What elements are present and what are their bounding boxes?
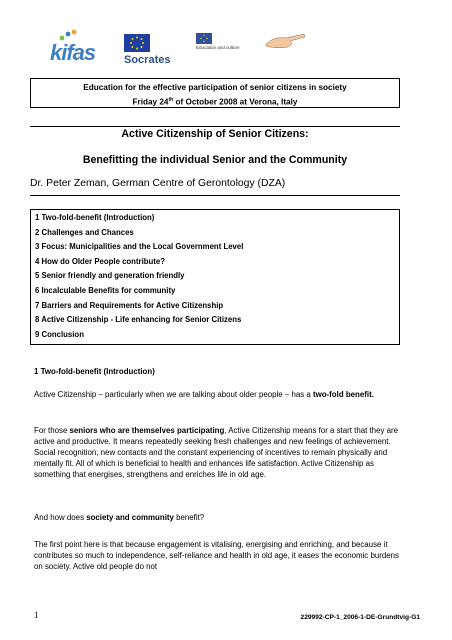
document-subtitle: Benefitting the individual Senior and the Community — [82, 154, 348, 166]
project-code: 229992-CP-1_2006-1-DE-Grundtvig-G1 — [300, 614, 420, 621]
event-header-box — [30, 78, 400, 108]
toc-item[interactable]: 8 Active Citizenship - Life enhancing for Senior Citizens — [35, 315, 242, 325]
page-number: 1 — [34, 610, 39, 620]
socrates-logo: Socrates — [124, 54, 171, 66]
toc-item[interactable]: 4 How do Older People contribute? — [35, 256, 165, 266]
section-heading: 1 Two-fold-benefit (Introduction) — [34, 367, 155, 376]
toc-item[interactable]: 9 Conclusion — [35, 329, 84, 339]
author-line: Dr. Peter Zeman, German Centre of Gerontology (DZA) — [30, 178, 286, 189]
pointing-hand-icon — [264, 30, 308, 50]
toc-item[interactable]: 7 Barriers and Requirements for Active Citizenship — [35, 300, 224, 310]
toc-item[interactable]: 2 Challenges and Chances — [35, 227, 134, 237]
toc-item[interactable]: 3 Focus: Municipalities and the Local Government Level — [35, 242, 244, 252]
toc-item[interactable]: 6 Incalculable Benefits for community — [35, 285, 176, 295]
event-date: Friday 24th of October 2008 at Verona, Italy — [132, 97, 298, 107]
table-of-contents — [30, 209, 400, 345]
education-culture-logo: Education and culture — [196, 45, 240, 50]
paragraph: And how does society and community benefit? — [34, 512, 205, 522]
eu-flag-icon — [124, 34, 150, 52]
event-title: Education for the effective participation of senior citizens in society — [83, 83, 347, 92]
toc-item[interactable]: 1 Two-fold-benefit (Introduction) — [35, 213, 155, 222]
document-title: Active Citizenship of Senior Citizens: — [121, 128, 309, 140]
kifas-logo: kifas — [50, 40, 96, 65]
toc-item[interactable]: 5 Senior friendly and generation friendly — [35, 271, 185, 281]
paragraph: For those seniors who are themselves participating, Active Citizenship means for a start that they are active and productive. It means repeatedly seeking fresh challenges and new feelings of achievement. Social recognition, new contacts and the constant experiencing of incentives to remain physically and mentally fit. All of which is beneficial to health and enhances life satisfaction. Active Citizenship as something that energises, strengthens and enriches life in old age. — [34, 425, 399, 479]
paragraph: The first point here is that because engagement is vitalising, energising and enriching, and because it contributes so much to independence, self-reliance and health in old age, it eases the economic burdens on society. Active old people do not — [34, 539, 399, 571]
divider — [30, 195, 400, 196]
divider — [30, 126, 400, 127]
paragraph: Active Citizenship – particularly when we are talking about older people – has a two-fold benefit. — [34, 389, 374, 399]
logo-bar — [44, 28, 414, 70]
